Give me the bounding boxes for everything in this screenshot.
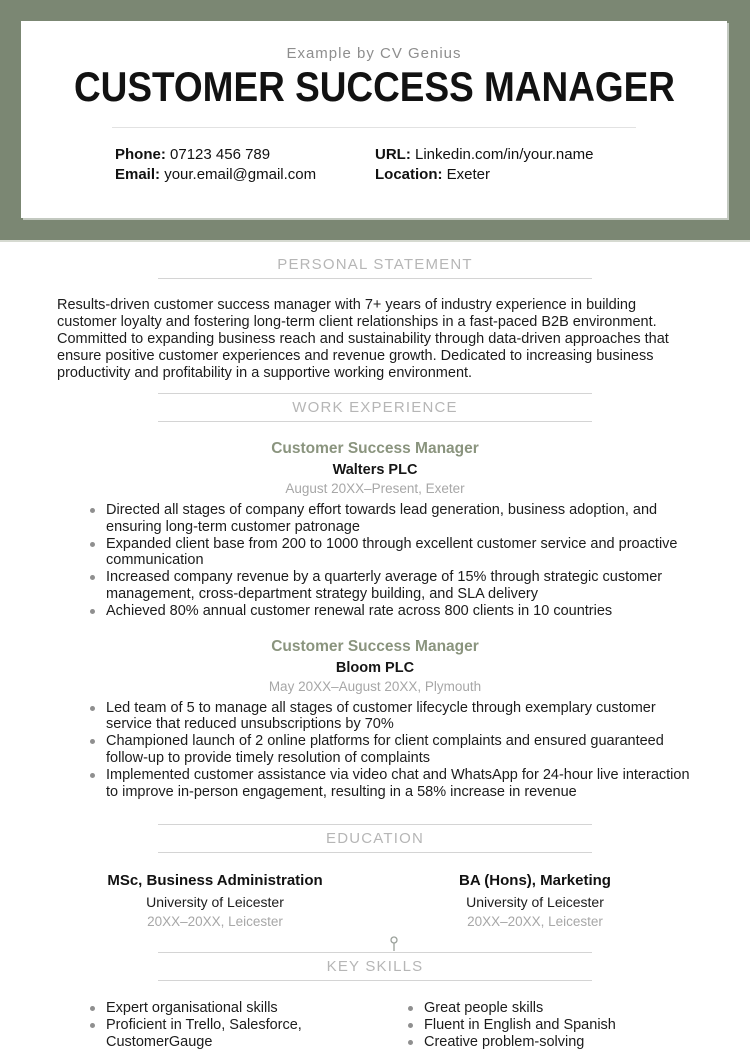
personal-statement-text: Results-driven customer success manager with 7+ years of industry experience in building customer loyalty and fostering long-term client relationships in a fast-paced B2B environment. Committed to expanding business reach and sustainability through data-driven approaches that ensure positive customer experiences and revenue growth. Dedicated to increasing business productivity and profitability in a supportive working environment. (57, 297, 669, 381)
skills-column-right (406, 1000, 692, 1050)
education-dates-location: 20XX–20XX, Leicester (147, 914, 283, 930)
cv-body (0, 242, 750, 1051)
education-entry (55, 872, 375, 929)
heading-rule (158, 278, 592, 279)
job-dates-location: August 20XX–Present, Exeter (285, 481, 465, 496)
section-heading-key-skills: KEY SKILLS (158, 952, 592, 981)
list-item: Championed launch of 2 online platforms for client complaints and ensured guaranteed follow-up to provide timely resolution of complaints (88, 733, 692, 767)
education-entries (55, 872, 695, 929)
heading-rule (158, 852, 592, 853)
skills-column-left (88, 1000, 406, 1050)
degree-title: BA (Hons), Marketing (459, 872, 611, 890)
school-name: University of Leicester (146, 894, 284, 911)
job-title: Customer Success Manager (271, 440, 479, 457)
list-item: Directed all stages of company effort towards lead generation, business adoption, and ensuring long-term customer patronage (88, 502, 692, 536)
education-dates-location: 20XX–20XX, Leicester (467, 914, 603, 930)
job-entry (0, 638, 750, 801)
contact-url: URL: Linkedin.com/in/your.name (375, 146, 594, 163)
heading-rule (158, 980, 592, 981)
heading-rule (158, 421, 592, 422)
header-card (21, 21, 727, 218)
list-item: Expanded client base from 200 to 1000 through excellent customer service and proactive communication (88, 536, 692, 570)
job-company: Bloom PLC (335, 659, 415, 676)
list-item: Great people skills (406, 1000, 692, 1017)
list-item: Proficient in Trello, Salesforce, CustomerGauge (88, 1017, 406, 1051)
header-divider (112, 127, 636, 128)
tagline: Example by CV Genius (286, 45, 462, 62)
section-heading-work-experience: WORK EXPERIENCE (158, 393, 592, 422)
list-item: Implemented customer assistance via video chat and WhatsApp for 24-hour live interaction to improve in-person engagement, resulting in a 58% increase in revenue (88, 767, 692, 801)
contact-location: Location: Exeter (375, 166, 491, 183)
list-item: Led team of 5 to manage all stages of customer lifecycle through exemplary customer service that reduced unsubscriptions by 70% (88, 700, 692, 734)
list-item: Fluent in English and Spanish (406, 1017, 692, 1034)
job-dates-location: May 20XX–August 20XX, Plymouth (268, 678, 482, 694)
list-item: Creative problem-solving (406, 1034, 692, 1051)
job-title: Customer Success Manager (271, 637, 479, 655)
list-item: Increased company revenue by a quarterly average of 15% through strategic customer management, cross-department strategy building, and SLA delivery (88, 569, 692, 603)
header-band (0, 0, 750, 242)
job-bullet-list (88, 502, 692, 620)
education-entry (375, 872, 695, 929)
contact-details (115, 146, 633, 183)
list-item: Expert organisational skills (88, 1000, 406, 1017)
contact-email: Email: your.email@gmail.com (115, 166, 317, 183)
job-bullet-list (88, 700, 692, 801)
section-heading-education: EDUCATION (158, 824, 592, 853)
list-item: Achieved 80% annual customer renewal rate across 800 clients in 10 countries (88, 603, 692, 620)
degree-title: MSc, Business Administration (107, 872, 323, 890)
key-skills-columns (88, 1000, 692, 1050)
school-name: University of Leicester (466, 894, 604, 911)
job-entry (0, 440, 750, 620)
section-heading-personal-statement: PERSONAL STATEMENT (158, 251, 592, 279)
job-company: Walters PLC (332, 462, 418, 478)
page-title: CUSTOMER SUCCESS MANAGER (73, 63, 675, 110)
contact-phone: Phone: 07123 456 789 (115, 146, 271, 163)
